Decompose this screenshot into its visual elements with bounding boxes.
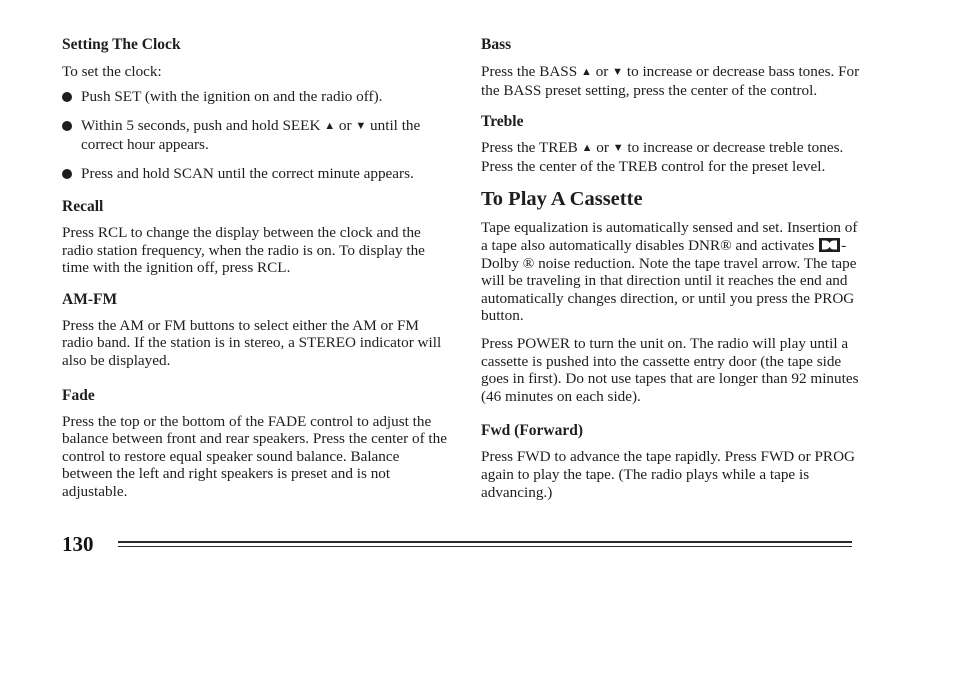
cassette-para-2: Press POWER to turn the unit on. The radio will play until a cassette is pushed into the cassette entry door (the tape side goes in first). Do not use tapes that are longer than 92 minutes (46 minutes on each side). — [481, 334, 859, 405]
bass-body: Press the BASS ▲ or ▼ to increase or decrease bass tones. For the BASS preset setting, press the center of the control. — [481, 63, 860, 99]
down-arrow-icon: ▼ — [612, 142, 624, 155]
up-arrow-icon: ▲ — [581, 142, 593, 155]
fwd-heading: Fwd (Forward) — [481, 422, 584, 440]
page-footer — [62, 529, 852, 559]
cassette-para-1: Tape equalization is automatically sensed and set. Insertion of a tape also automatically disables DNR® and activates -Dolby ® noise reduction. Note the tape travel arrow. The tape will be traveling in that direction until it reaches the end and automatically changes direction, or until you press the PROG button. — [481, 219, 858, 325]
am-fm-body: Press the AM or FM buttons to select either the AM or FM radio band. If the station is in stereo, a STEREO indicator will also be displayed. — [62, 316, 442, 369]
fade-heading: Fade — [62, 386, 95, 404]
bullet-icon — [62, 169, 72, 179]
up-arrow-icon: ▲ — [581, 66, 592, 78]
down-arrow-icon: ▼ — [612, 66, 624, 78]
setting-clock-steps — [62, 88, 452, 183]
list-item: Push SET (with the ignition on and the radio off). — [62, 88, 452, 106]
right-column — [481, 30, 866, 501]
fade-body: Press the top or the bottom of the FADE control to adjust the balance between front and rear speakers. Press the center of the control to restore equal speaker sound balance. Balance between the left and right speakers is preset and is not adjustable. — [62, 412, 447, 500]
dolby-logo-icon — [819, 238, 840, 252]
setting-clock-intro: To set the clock: — [62, 63, 162, 80]
bass-heading: Bass — [481, 36, 512, 53]
cassette-heading: To Play A Cassette — [481, 188, 643, 211]
fwd-body: Press FWD to advance the tape rapidly. Press FWD or PROG again to play the tape. (The radio plays while a tape is advancing.) — [481, 448, 855, 501]
left-column — [62, 30, 452, 501]
footer-rule-thin — [118, 546, 852, 547]
list-item: Within 5 seconds, push and hold SEEK ▲ or ▼ until the correct hour appears. — [62, 117, 452, 153]
up-arrow-icon: ▲ — [324, 120, 336, 133]
recall-heading: Recall — [62, 197, 104, 215]
bullet-icon — [62, 121, 72, 131]
recall-body: Press RCL to change the display between the clock and the radio station frequency, when the radio is on. To display the time with the ignition off, press RCL. — [62, 223, 425, 277]
treble-heading: Treble — [481, 113, 524, 131]
footer-rule — [118, 541, 852, 543]
am-fm-heading: AM-FM — [62, 290, 118, 308]
list-item: Press and hold SCAN until the correct minute appears. — [62, 165, 452, 183]
treble-body: Press the TREB ▲ or ▼ to increase or decrease treble tones. Press the center of the TREB control for the preset level. — [481, 139, 844, 175]
setting-clock-heading: Setting The Clock — [62, 36, 181, 53]
down-arrow-icon: ▼ — [355, 120, 367, 133]
page-number: 130 — [62, 532, 94, 556]
bullet-icon — [62, 92, 72, 102]
